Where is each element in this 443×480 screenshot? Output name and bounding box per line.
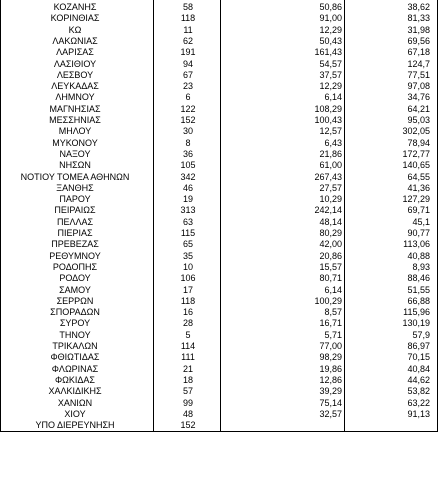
rate-cell: 70,15	[407, 352, 430, 363]
rate-cell: 63,22	[407, 397, 430, 408]
table-row	[0, 36, 443, 47]
cases-cell: 19	[182, 194, 193, 205]
rate-cell: 40,88	[407, 250, 430, 261]
cases-cell: 16	[182, 307, 193, 318]
table-row	[0, 160, 443, 171]
table-row	[0, 2, 443, 13]
region-name-cell: ΣΕΡΡΩΝ	[56, 295, 94, 306]
cases-cell: 30	[182, 126, 193, 137]
table-row	[0, 59, 443, 70]
cases-cell: 23	[182, 81, 193, 92]
average-cell: 8,57	[324, 307, 342, 318]
average-cell	[250, 420, 342, 431]
cases-cell: 18	[182, 374, 193, 385]
rate-cell: 69,56	[407, 35, 430, 46]
rate-cell: 40,84	[407, 363, 430, 374]
average-cell: 32,57	[319, 408, 342, 419]
cases-cell: 63	[182, 216, 193, 227]
average-cell: 6,14	[324, 284, 342, 295]
rate-cell: 53,82	[407, 386, 430, 397]
table-row	[0, 205, 443, 216]
region-name-cell: ΝΟΤΙΟΥ ΤΟΜΕΑ ΑΘΗΝΩΝ	[20, 171, 130, 182]
region-name-cell: ΦΩΚΙΔΑΣ	[55, 374, 95, 385]
average-cell: 161,43	[314, 47, 342, 58]
average-cell: 42,00	[319, 239, 342, 250]
cases-cell: 58	[182, 2, 193, 12]
region-name-cell: ΠΙΕΡΙΑΣ	[57, 228, 93, 238]
cases-cell: 57	[182, 386, 193, 397]
region-name-cell: ΥΠΟ ΔΙΕΡΕΥΝΗΣΗ	[35, 420, 115, 431]
region-name-cell: ΣΥΡΟΥ	[59, 318, 91, 329]
average-cell: 80,29	[319, 228, 342, 238]
rate-cell: 172,77	[402, 148, 430, 159]
table-row	[0, 25, 443, 36]
average-cell: 12,57	[319, 126, 342, 137]
table-row	[0, 296, 443, 307]
average-cell: 75,14	[319, 397, 342, 408]
rate-cell: 124,7	[407, 58, 430, 69]
cases-cell: 152	[180, 115, 196, 125]
average-cell: 100,29	[314, 295, 342, 306]
average-cell: 6,43	[324, 137, 342, 148]
table-row	[0, 138, 443, 149]
table-row	[0, 273, 443, 284]
region-name-cell: ΣΑΜΟΥ	[59, 284, 91, 295]
table-row	[0, 47, 443, 58]
region-name-cell: ΦΘΙΩΤΙΔΑΣ	[50, 352, 100, 363]
average-cell: 10,29	[319, 194, 342, 205]
rate-cell: 77,51	[407, 69, 430, 80]
cases-cell: 36	[182, 148, 193, 159]
rate-cell: 31,98	[407, 24, 430, 35]
rate-cell: 130,19	[402, 318, 430, 329]
cases-cell: 21	[182, 363, 193, 374]
cases-cell: 65	[182, 239, 193, 250]
cases-cell: 115	[180, 228, 196, 238]
table-row	[0, 375, 443, 386]
region-name-cell: ΜΥΚΟΝΟΥ	[52, 137, 98, 148]
table-row	[0, 364, 443, 375]
average-cell: 27,57	[319, 182, 342, 193]
rate-cell: 78,94	[407, 137, 430, 148]
average-cell: 39,29	[319, 386, 342, 397]
table-row	[0, 228, 443, 239]
cases-cell: 111	[181, 352, 195, 363]
table-row	[0, 307, 443, 318]
average-cell: 61,00	[319, 160, 342, 171]
table-row	[0, 149, 443, 160]
average-cell: 12,29	[319, 81, 342, 92]
rate-cell: 113,06	[403, 239, 430, 250]
average-cell: 108,29	[314, 103, 342, 114]
cases-cell: 11	[183, 24, 193, 35]
table-row	[0, 115, 443, 126]
average-cell: 91,00	[319, 13, 342, 24]
rate-cell: 67,18	[407, 47, 430, 58]
average-cell: 100,43	[314, 115, 342, 125]
cases-cell: 118	[180, 295, 196, 306]
average-cell: 5,71	[324, 329, 342, 340]
rate-cell: 90,77	[407, 228, 430, 238]
average-cell: 50,43	[319, 35, 342, 46]
average-cell: 242,14	[314, 205, 342, 216]
table-row	[0, 251, 443, 262]
table-row	[0, 172, 443, 183]
average-cell: 19,86	[319, 363, 342, 374]
rate-cell: 64,55	[407, 171, 430, 182]
cases-cell: 122	[180, 103, 196, 114]
table-row	[0, 352, 443, 363]
average-cell: 98,29	[319, 352, 342, 363]
region-name-cell: ΠΡΕΒΕΖΑΣ	[51, 239, 99, 250]
cases-cell: 106	[180, 273, 196, 284]
region-name-cell: ΧΑΝΙΩΝ	[57, 397, 93, 408]
cases-cell: 48	[182, 408, 193, 419]
region-name-cell: ΤΡΙΚΑΛΩΝ	[52, 341, 98, 351]
average-cell: 80,71	[319, 273, 342, 284]
table-row	[0, 318, 443, 329]
rate-cell: 66,88	[407, 295, 430, 306]
table-row	[0, 409, 443, 420]
rate-cell: 88,46	[407, 273, 430, 284]
average-cell: 267,43	[314, 171, 342, 182]
table-row	[0, 194, 443, 205]
cases-cell: 10	[182, 261, 193, 272]
region-name-cell: ΛΑΣΙΘΙΟΥ	[53, 58, 97, 69]
table-row	[0, 330, 443, 341]
cases-cell: 313	[180, 205, 196, 216]
region-name-cell: ΛΑΡΙΣΑΣ	[56, 47, 94, 58]
table-row	[0, 70, 443, 81]
average-cell: 12,29	[319, 24, 342, 35]
cases-cell: 8	[185, 137, 191, 148]
cases-cell: 94	[182, 58, 193, 69]
rate-cell: 91,13	[407, 408, 430, 419]
rate-cell: 51,55	[407, 284, 430, 295]
cases-cell: 99	[182, 397, 193, 408]
table-bottom-border	[0, 431, 438, 432]
average-cell: 6,14	[324, 92, 342, 103]
average-cell: 21,86	[319, 148, 342, 159]
rate-cell: 115,96	[403, 307, 430, 318]
table-row	[0, 285, 443, 296]
region-name-cell: ΦΛΩΡΙΝΑΣ	[51, 363, 99, 374]
table-row	[0, 104, 443, 115]
cases-cell: 152	[180, 420, 196, 431]
average-cell: 77,00	[319, 341, 342, 351]
region-name-cell: ΧΑΛΚΙΔΙΚΗΣ	[48, 386, 102, 397]
column-divider	[344, 0, 345, 431]
rate-cell: 86,97	[407, 341, 430, 351]
rate-cell: 302,05	[402, 126, 430, 137]
region-name-cell: ΠΕΛΛΑΣ	[56, 216, 94, 227]
average-cell: 37,57	[319, 69, 342, 80]
column-divider	[220, 0, 221, 431]
region-name-cell: ΧΙΟΥ	[64, 408, 86, 419]
region-name-cell: ΚΟΡΙΝΘΙΑΣ	[50, 13, 100, 24]
rate-cell: 97,08	[407, 81, 430, 92]
region-name-cell: ΝΗΣΩΝ	[59, 160, 91, 171]
average-cell: 54,57	[319, 58, 342, 69]
cases-cell: 6	[185, 92, 191, 103]
region-name-cell: ΚΟΖΑΝΗΣ	[53, 2, 97, 12]
table-row	[0, 81, 443, 92]
region-name-cell: ΤΗΝΟΥ	[59, 329, 91, 340]
region-name-cell: ΠΑΡΟΥ	[59, 194, 91, 205]
region-name-cell: ΝΑΞΟΥ	[59, 148, 91, 159]
table-row	[0, 13, 443, 24]
average-cell: 16,71	[319, 318, 342, 329]
average-cell: 48,14	[319, 216, 342, 227]
rate-cell: 38,62	[407, 2, 430, 12]
average-cell: 15,57	[319, 261, 342, 272]
cases-cell: 17	[182, 284, 193, 295]
cases-cell: 105	[180, 160, 196, 171]
table-row	[0, 92, 443, 103]
rate-cell: 41,36	[407, 182, 430, 193]
table-row	[0, 126, 443, 137]
cases-cell: 28	[182, 318, 193, 329]
table-row	[0, 341, 443, 352]
cases-cell: 35	[182, 250, 193, 261]
region-name-cell: ΠΕΙΡΑΙΩΣ	[54, 205, 96, 216]
rate-cell: 57,9	[412, 329, 430, 340]
region-name-cell: ΣΠΟΡΑΔΩΝ	[50, 307, 100, 318]
cases-cell: 67	[182, 69, 193, 80]
cases-cell: 62	[182, 35, 193, 46]
rate-cell: 81,33	[407, 13, 430, 24]
cases-cell: 46	[182, 182, 193, 193]
region-name-cell: ΡΕΘΥΜΝΟΥ	[49, 250, 101, 261]
region-name-cell: ΛΕΣΒΟΥ	[56, 69, 94, 80]
table-row	[0, 239, 443, 250]
rate-cell: 95,03	[407, 115, 430, 125]
region-name-cell: ΡΟΔΟΥ	[59, 273, 91, 284]
average-cell: 20,86	[319, 250, 342, 261]
region-name-cell: ΛΗΜΝΟΥ	[55, 92, 95, 103]
table-row	[0, 398, 443, 409]
average-cell: 50,86	[319, 2, 342, 12]
region-name-cell: ΛΑΚΩΝΙΑΣ	[52, 35, 98, 46]
rate-cell	[344, 420, 430, 431]
rate-cell: 69,71	[407, 205, 430, 216]
rate-cell: 140,65	[402, 160, 430, 171]
table-row	[0, 217, 443, 228]
region-name-cell: ΞΑΝΘΗΣ	[56, 182, 94, 193]
rate-cell: 127,29	[402, 194, 430, 205]
table-row	[0, 386, 443, 397]
region-name-cell: ΜΗΛΟΥ	[58, 126, 92, 137]
column-divider	[153, 0, 154, 431]
region-name-cell: ΛΕΥΚΑΔΑΣ	[51, 81, 99, 92]
cases-cell: 5	[185, 329, 191, 340]
region-name-cell: ΜΑΓΝΗΣΙΑΣ	[49, 103, 101, 114]
cases-cell: 118	[180, 13, 196, 24]
rate-cell: 8,93	[412, 261, 430, 272]
cases-cell: 342	[180, 171, 196, 182]
cases-cell: 191	[180, 47, 196, 58]
region-name-cell: ΜΕΣΣΗΝΙΑΣ	[49, 115, 101, 125]
cases-cell: 114	[180, 341, 196, 351]
region-name-cell: ΡΟΔΟΠΗΣ	[52, 261, 98, 272]
region-name-cell: ΚΩ	[68, 24, 82, 35]
table-row	[0, 262, 443, 273]
rate-cell: 45,1	[412, 216, 430, 227]
column-divider	[437, 0, 438, 431]
rate-cell: 34,76	[407, 92, 430, 103]
average-cell: 12,86	[319, 374, 342, 385]
column-divider	[0, 0, 1, 431]
table-row	[0, 420, 443, 431]
table-row	[0, 183, 443, 194]
rate-cell: 64,21	[407, 103, 430, 114]
rate-cell: 44,62	[407, 374, 430, 385]
